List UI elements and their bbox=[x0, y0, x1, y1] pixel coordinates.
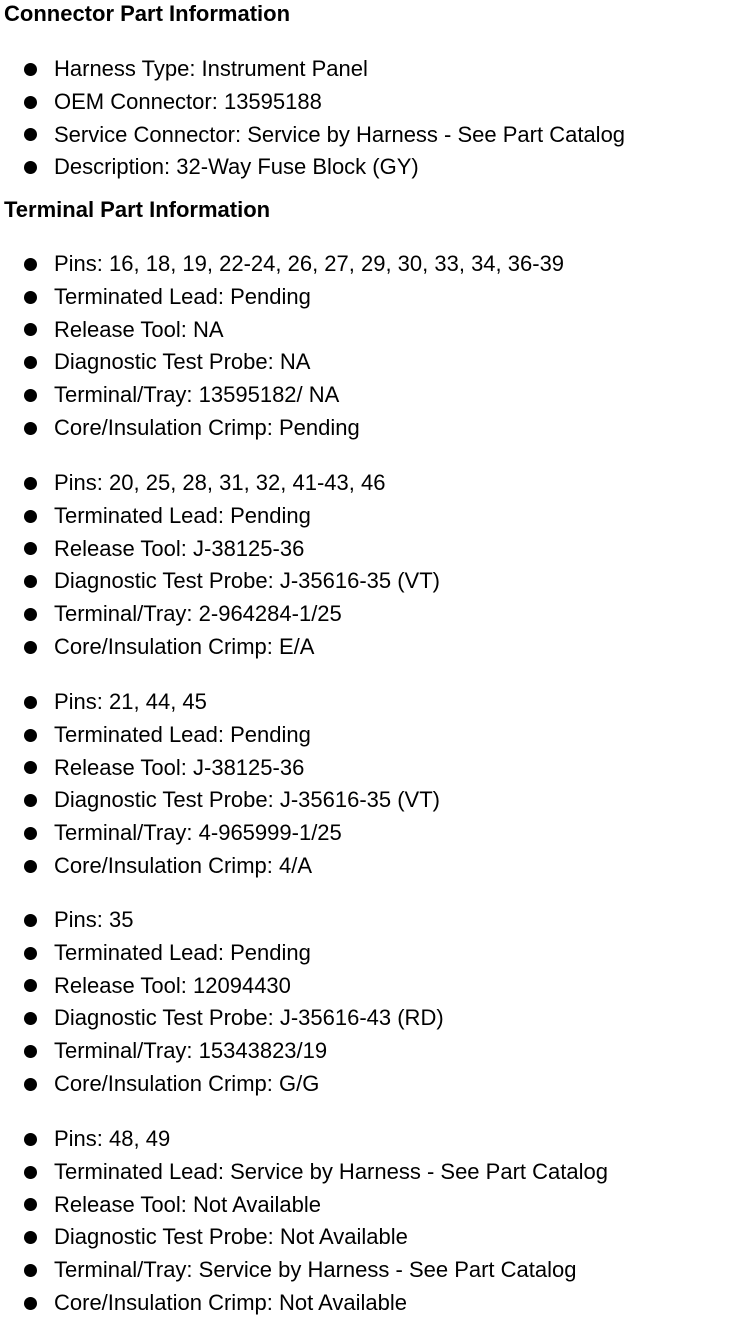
connector-info-list bbox=[0, 53, 625, 184]
list-item bbox=[0, 686, 440, 719]
list-item-text: Terminated Lead: Service by Harness - See Part Catalog bbox=[54, 1158, 608, 1184]
list-item bbox=[0, 467, 440, 500]
bullet-icon bbox=[24, 1166, 37, 1179]
bullet-icon bbox=[24, 1133, 37, 1146]
terminal-group-list bbox=[0, 467, 440, 664]
list-item bbox=[0, 86, 625, 119]
list-item bbox=[0, 119, 625, 152]
list-item bbox=[0, 565, 440, 598]
list-item-text: Pins: 20, 25, 28, 31, 32, 41-43, 46 bbox=[54, 470, 386, 495]
list-item bbox=[0, 598, 440, 631]
list-item-text: Harness Type: Instrument Panel bbox=[54, 56, 368, 81]
bullet-icon bbox=[24, 641, 37, 654]
list-item bbox=[0, 379, 564, 412]
list-item bbox=[0, 719, 440, 752]
bullet-icon bbox=[24, 542, 37, 555]
list-item bbox=[0, 631, 440, 664]
list-item bbox=[0, 346, 564, 379]
bullet-icon bbox=[24, 477, 37, 490]
list-item-text: Release Tool: 12094430 bbox=[54, 972, 291, 998]
bullet-icon bbox=[24, 1297, 37, 1310]
list-item-text: Core/Insulation Crimp: G/G bbox=[54, 1070, 320, 1096]
terminal-section-title: Terminal Part Information bbox=[4, 197, 271, 222]
list-item-text: Release Tool: J-38125-36 bbox=[54, 754, 305, 780]
bullet-icon bbox=[24, 947, 37, 960]
list-item bbox=[0, 281, 564, 314]
list-item-text: Core/Insulation Crimp: Not Available bbox=[54, 1289, 407, 1315]
bullet-icon bbox=[24, 608, 37, 621]
bullet-icon bbox=[24, 729, 37, 742]
list-item-text: Release Tool: J-38125-36 bbox=[54, 535, 305, 561]
list-item-text: OEM Connector: 13595188 bbox=[54, 88, 322, 114]
bullet-icon bbox=[24, 794, 37, 807]
bullet-icon bbox=[24, 827, 37, 840]
bullet-icon bbox=[24, 1231, 37, 1244]
bullet-icon bbox=[24, 323, 37, 336]
bullet-icon bbox=[24, 761, 37, 774]
bullet-icon bbox=[24, 356, 37, 369]
list-item-text: Terminal/Tray: 15343823/19 bbox=[54, 1038, 328, 1064]
list-item-text: Core/Insulation Crimp: Pending bbox=[54, 414, 360, 440]
terminal-group-list bbox=[0, 904, 444, 1101]
list-item bbox=[0, 1002, 444, 1035]
list-item bbox=[0, 752, 440, 785]
list-item bbox=[0, 151, 625, 184]
list-item-text: Pins: 21, 44, 45 bbox=[54, 689, 207, 714]
list-item bbox=[0, 937, 444, 970]
bullet-icon bbox=[24, 258, 37, 271]
list-item-text: Core/Insulation Crimp: E/A bbox=[54, 633, 315, 659]
bullet-icon bbox=[24, 1012, 37, 1025]
bullet-icon bbox=[24, 63, 37, 76]
list-item-text: Terminated Lead: Pending bbox=[54, 502, 311, 528]
terminal-group-list bbox=[0, 1123, 608, 1320]
bullet-icon bbox=[24, 291, 37, 304]
list-item bbox=[0, 412, 564, 445]
connector-section-title: Connector Part Information bbox=[4, 1, 291, 26]
list-item bbox=[0, 817, 440, 850]
list-item-text: Terminal/Tray: 2-964284-1/25 bbox=[54, 601, 342, 627]
list-item-text: Terminal/Tray: 13595182/ NA bbox=[54, 382, 340, 408]
bullet-icon bbox=[24, 510, 37, 523]
list-item bbox=[0, 904, 444, 937]
bullet-icon bbox=[24, 696, 37, 709]
list-item bbox=[0, 248, 564, 281]
list-item-text: Diagnostic Test Probe: J-35616-35 (VT) bbox=[54, 787, 440, 813]
bullet-icon bbox=[24, 575, 37, 588]
list-item bbox=[0, 1123, 608, 1156]
terminal-group-list bbox=[0, 686, 440, 883]
list-item bbox=[0, 970, 444, 1003]
bullet-icon bbox=[24, 1078, 37, 1091]
list-item bbox=[0, 1254, 608, 1287]
list-item-text: Terminal/Tray: Service by Harness - See Part Catalog bbox=[54, 1257, 577, 1283]
list-item-text: Pins: 16, 18, 19, 22-24, 26, 27, 29, 30, 33, 34, 36-39 bbox=[54, 251, 565, 276]
list-item-text: Diagnostic Test Probe: NA bbox=[54, 349, 311, 375]
list-item bbox=[0, 1156, 608, 1189]
bullet-icon bbox=[24, 860, 37, 873]
bullet-icon bbox=[24, 128, 37, 141]
list-item-text: Service Connector: Service by Harness - See Part Catalog bbox=[54, 121, 626, 147]
list-item-text: Diagnostic Test Probe: J-35616-43 (RD) bbox=[54, 1005, 444, 1031]
list-item-text: Release Tool: Not Available bbox=[54, 1191, 322, 1217]
list-item bbox=[0, 53, 625, 86]
bullet-icon bbox=[24, 1045, 37, 1058]
list-item bbox=[0, 314, 564, 347]
list-item bbox=[0, 533, 440, 566]
list-item bbox=[0, 784, 440, 817]
list-item bbox=[0, 1221, 608, 1254]
list-item-text: Release Tool: NA bbox=[54, 316, 224, 342]
list-item-text: Diagnostic Test Probe: J-35616-35 (VT) bbox=[54, 568, 440, 594]
list-item bbox=[0, 1189, 608, 1222]
list-item-text: Pins: 48, 49 bbox=[54, 1126, 171, 1151]
list-item-text: Diagnostic Test Probe: Not Available bbox=[54, 1224, 408, 1250]
list-item bbox=[0, 500, 440, 533]
list-item-text: Terminated Lead: Pending bbox=[54, 939, 311, 965]
terminal-group-list bbox=[0, 248, 564, 445]
bullet-icon bbox=[24, 389, 37, 402]
list-item-text: Terminated Lead: Pending bbox=[54, 283, 311, 309]
bullet-icon bbox=[24, 1264, 37, 1277]
list-item bbox=[0, 1035, 444, 1068]
list-item-text: Core/Insulation Crimp: 4/A bbox=[54, 852, 312, 878]
bullet-icon bbox=[24, 161, 37, 174]
list-item-text: Terminal/Tray: 4-965999-1/25 bbox=[54, 820, 342, 846]
list-item bbox=[0, 1068, 444, 1101]
list-item-text: Pins: 35 bbox=[54, 907, 134, 932]
bullet-icon bbox=[24, 1198, 37, 1211]
bullet-icon bbox=[24, 422, 37, 435]
bullet-icon bbox=[24, 979, 37, 992]
list-item-text: Description: 32-Way Fuse Block (GY) bbox=[54, 154, 419, 180]
list-item bbox=[0, 1287, 608, 1320]
bullet-icon bbox=[24, 96, 37, 109]
list-item bbox=[0, 850, 440, 883]
list-item-text: Terminated Lead: Pending bbox=[54, 721, 311, 747]
bullet-icon bbox=[24, 914, 37, 927]
